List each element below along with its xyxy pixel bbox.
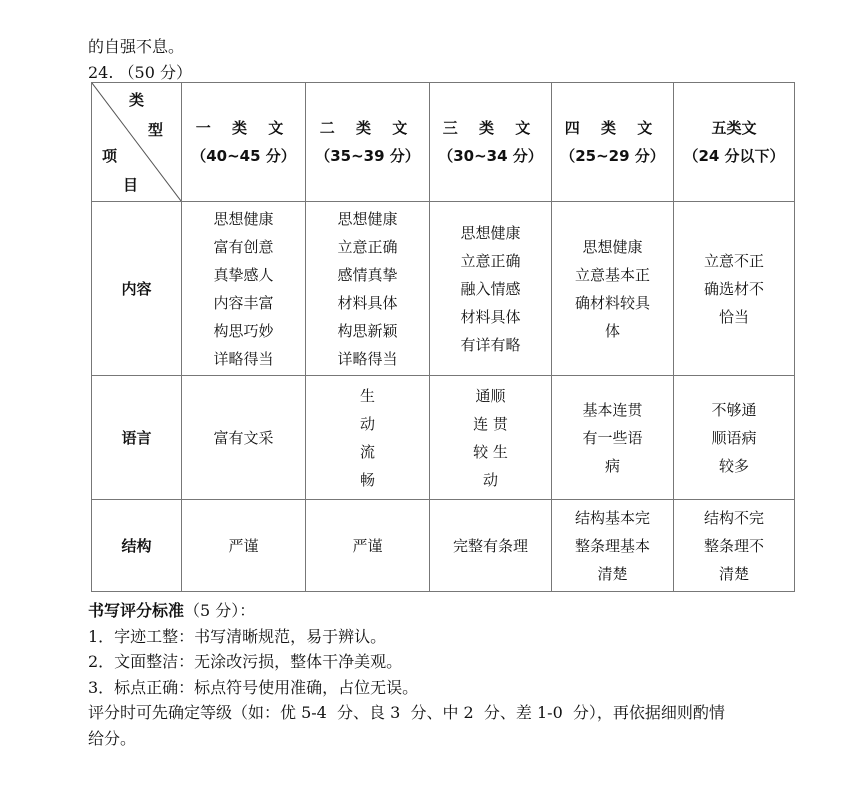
cell-line: 整条理基本 [574,536,650,555]
table-cell [552,376,674,500]
column-name: 一 类 文 [195,119,292,137]
cell-line: 通顺 [475,386,506,405]
cell-line: 病 [604,456,620,475]
cell-line: 不够通 [711,400,757,419]
table-cell [182,202,306,376]
corner-item-1: 项 [102,147,118,165]
cell-line: 感情真挚 [337,265,398,284]
cell-line: 畅 [359,470,375,489]
table-cell [674,500,795,592]
column-range: （30~34 分） [438,147,543,165]
column-range: （25~29 分） [560,147,665,165]
cell-line: 生 [359,386,375,405]
cell-line: 构思巧妙 [213,321,274,340]
criteria-item: 3．标点正确：标点符号使用准确，占位无误。 [88,677,419,697]
criteria-title: 书写评分标准 [88,601,185,620]
row-header-language: 语言 [92,376,182,500]
column-name: 四 类 文 [564,119,661,137]
corner-cell [92,83,182,202]
cell-line: 动 [359,414,375,433]
cell-line: 顺语病 [711,428,757,447]
table-cell [306,500,430,592]
table-cell [430,202,552,376]
criteria-score: （5 分）： [184,601,256,620]
corner-item-2: 目 [123,176,139,194]
cell-line: 详略得当 [337,349,398,368]
cell-line: 思想健康 [460,223,521,242]
question-number: 24. （50 分） [88,63,192,82]
cell-line: 连 贯 [473,414,508,433]
cell-line: 有详有略 [460,335,521,354]
cell-line: 详略得当 [213,349,274,368]
column-header [430,83,552,202]
cell-line: 确选材不 [703,279,764,298]
cell-line: 材料具体 [337,293,398,312]
cell-line: 立意不正 [703,251,764,270]
intro-line-1: 的自强不息。 [88,37,185,56]
cell-line: 动 [482,470,498,489]
cell-line: 基本连贯 [582,400,643,419]
cell-line: 内容丰富 [213,293,274,312]
cell-line: 融入情感 [460,279,521,298]
criteria-item: 1．字迹工整：书写清晰规范，易于辨认。 [88,626,387,646]
table-cell [306,376,430,500]
criteria-item: 2．文面整洁：无涂改污损，整体干净美观。 [88,652,403,671]
column-range: （24 分以下） [683,147,785,165]
table-row [92,202,795,376]
cell-line: 思想健康 [337,209,398,228]
table-cell [552,202,674,376]
cell-line: 较 生 [473,442,508,461]
criteria-note-end: 给分。 [88,728,137,748]
column-range: （40~45 分） [191,147,296,165]
cell-line: 较多 [718,456,749,475]
column-range: （35~39 分） [315,147,420,165]
cell-line: 思想健康 [582,237,643,256]
cell-line: 清楚 [718,564,749,583]
cell-line: 立意正确 [460,251,521,270]
grading-table [91,82,795,592]
cell-line: 恰当 [718,307,749,326]
column-name: 五类文 [711,119,757,137]
row-header-structure: 结构 [92,500,182,592]
cell-line: 思想健康 [213,209,274,228]
table-cell [430,376,552,500]
row-header-content: 内容 [92,202,182,376]
table-cell [674,202,795,376]
cell-line: 结构基本完 [574,508,650,527]
cell-line: 体 [604,321,620,340]
cell-line: 立意基本正 [574,265,650,284]
table-row [92,500,795,592]
corner-type-2: 型 [148,121,164,139]
table-cell [430,500,552,592]
cell-line: 有一些语 [582,428,643,447]
cell-line: 材料具体 [460,307,521,326]
column-header [552,83,674,202]
column-header [306,83,430,202]
cell-line: 富有文采 [213,428,274,447]
criteria-note: 评分时可先确定等级（如：优 5-4 分、良 3 分、中 2 分、差 1-0 分），再依据细则酌情 [88,703,725,722]
cell-line: 清楚 [597,564,628,583]
cell-line: 富有创意 [213,237,274,256]
cell-line: 流 [359,442,375,461]
table-cell [674,376,795,500]
cell-line: 真挚感人 [213,265,274,284]
cell-line: 严谨 [228,536,259,555]
cell-line: 严谨 [352,536,383,555]
table-cell [306,202,430,376]
handwriting-criteria [88,598,725,751]
table-cell [182,500,306,592]
column-header [182,83,306,202]
table-cell [552,500,674,592]
cell-line: 立意正确 [337,237,398,256]
column-name: 二 类 文 [319,119,416,137]
table-cell [182,376,306,500]
table-row [92,376,795,500]
column-header [674,83,795,202]
cell-line: 完整有条理 [452,536,528,555]
cell-line: 确材料较具 [574,293,650,312]
corner-type-1: 类 [129,91,145,109]
column-name: 三 类 文 [442,119,539,137]
criteria-heading [88,598,725,624]
table-header-row [92,83,795,202]
cell-line: 结构不完 [703,508,764,527]
cell-line: 构思新颖 [337,321,398,340]
cell-line: 整条理不 [703,536,764,555]
